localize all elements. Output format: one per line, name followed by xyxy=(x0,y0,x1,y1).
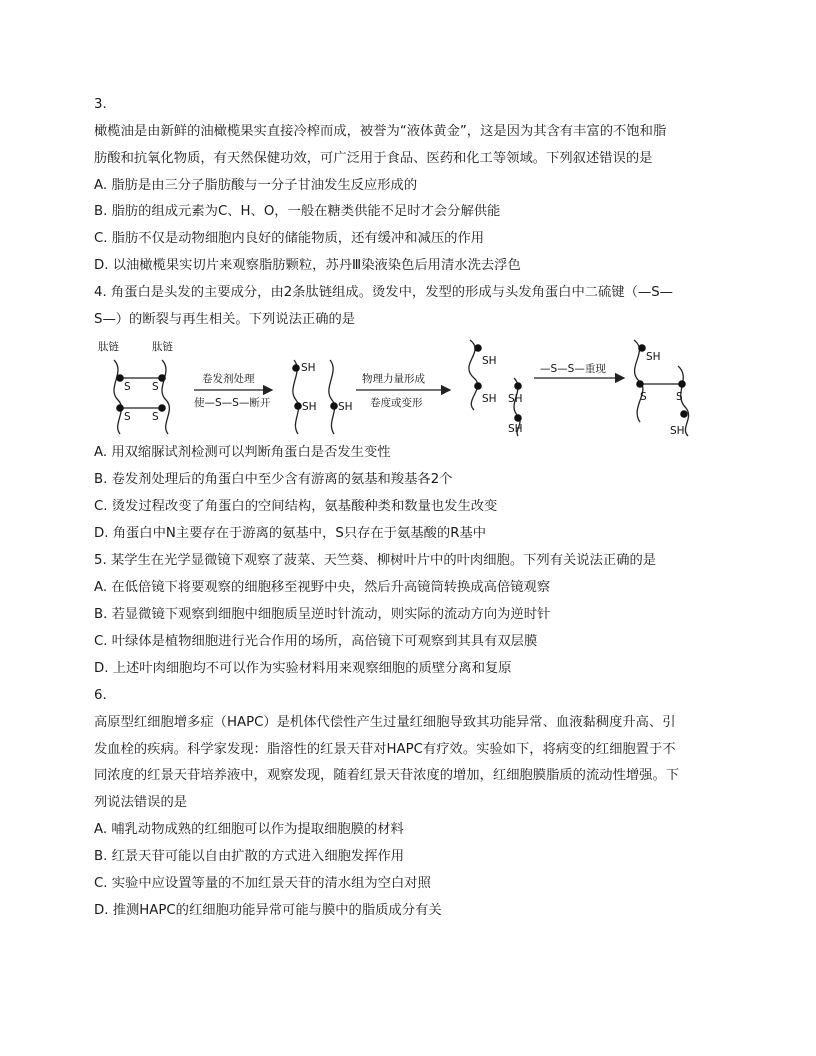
atom-sh-6: SH xyxy=(508,393,523,405)
atom-s-4: S xyxy=(152,411,159,423)
atom-s-6: S xyxy=(676,391,683,403)
q5-stem: 5. 某学生在光学显微镜下观察了菠菜、天竺葵、柳树叶片中的叶肉细胞。下列有关说法正确的是 xyxy=(94,553,657,568)
q4-option-b: B. 卷发剂处理后的角蛋白中至少含有游离的氨基和羧基各2个 xyxy=(94,472,453,487)
atom-sh-8: SH xyxy=(646,351,661,363)
atom-sh-5: SH xyxy=(482,393,497,405)
chain-right-1 xyxy=(162,360,169,434)
q3-number: 3. xyxy=(94,97,107,112)
q6-option-b: B. 红景天苷可能以自由扩散的方式进入细胞发挥作用 xyxy=(94,849,405,864)
q4-option-d: D. 角蛋白中N主要存在于游离的氨基中，S只存在于氨基酸的R基中 xyxy=(94,526,487,541)
q4-option-c: C. 烫发过程改变了角蛋白的空间结构，氨基酸种类和数量也发生改变 xyxy=(94,499,498,514)
chain-left-1 xyxy=(114,360,121,434)
atom-sh-4: SH xyxy=(482,355,497,367)
atom-sh-1: SH xyxy=(301,362,316,374)
q3-stem-line2: 肪酸和抗氧化物质，有天然保健功效，可广泛用于食品、医药和化工等领域。下列叙述错误的是 xyxy=(94,151,653,166)
atom-sh-2: SH xyxy=(302,401,317,413)
atom-sh-7: SH xyxy=(508,423,523,435)
q6-number: 6. xyxy=(94,688,107,703)
q3-option-d: D. 以油橄榄果实切片来观察脂肪颗粒，苏丹Ⅲ染液染色后用清水洗去浮色 xyxy=(94,258,521,273)
atom-s-5: S xyxy=(640,391,647,403)
arrow3-top-label: —S—S—重现 xyxy=(540,363,606,375)
q6-stem-line3: 同浓度的红景天苷培养液中，观察发现，随着红景天苷浓度的增加，红细胞膜脂质的流动性增强。下 xyxy=(94,768,680,783)
q6-option-a: A. 哺乳动物成熟的红细胞可以作为提取细胞膜的材料 xyxy=(94,822,404,837)
q5-option-b: B. 若显微镜下观察到细胞中细胞质呈逆时针流动，则实际的流动方向为逆时针 xyxy=(94,607,551,622)
q5-option-c: C. 叶绿体是植物细胞进行光合作用的场所，高倍镜下可观察到其具有双层膜 xyxy=(94,634,538,649)
q6-stem-line2: 发血栓的疾病。科学家发现：脂溶性的红景天苷对HAPC有疗效。实验如下，将病变的红细胞置于不 xyxy=(94,742,676,757)
q6-option-d: D. 推测HAPC的红细胞功能异常可能与膜中的脂质成分有关 xyxy=(94,903,442,918)
arrow1-bottom-label: 使—S—S—断开 xyxy=(194,397,271,409)
q6-stem-line1: 高原型红细胞增多症（HAPC）是机体代偿性产生过量红细胞导致其功能异常、血液黏稠度升高、引 xyxy=(94,715,676,730)
keratin-diagram xyxy=(94,338,714,438)
atom-s-1: S xyxy=(124,381,131,393)
arrow2-top-label: 物理力量形成 xyxy=(362,373,425,385)
atom-s-2: S xyxy=(152,381,159,393)
q4-option-a: A. 用双缩脲试剂检测可以判断角蛋白是否发生变性 xyxy=(94,445,391,460)
q3-option-b: B. 脂肪的组成元素为C、H、O，一般在糖类供能不足时才会分解供能 xyxy=(94,204,501,219)
q3-option-a: A. 脂肪是由三分子脂肪酸与一分子甘油发生反应形成的 xyxy=(94,178,418,193)
atom-sh-9: SH xyxy=(670,425,685,437)
q6-stem-line4: 列说法错误的是 xyxy=(94,795,188,810)
chain-right-2 xyxy=(329,360,335,434)
label-chain-left: 肽链 xyxy=(98,341,119,353)
arrow1-top-label: 卷发剂处理 xyxy=(202,373,255,385)
arrow2-bottom-label: 卷度或变形 xyxy=(370,397,423,409)
q6-option-c: C. 实验中应设置等量的不加红景天苷的清水组为空白对照 xyxy=(94,876,431,891)
q4-stem-line2: S—）的断裂与再生相关。下列说法正确的是 xyxy=(94,312,356,327)
atom-sh-3: SH xyxy=(338,401,353,413)
q5-option-d: D. 上述叶肉细胞均不可以作为实验材料用来观察细胞的质壁分离和复原 xyxy=(94,661,512,676)
q3-stem-line1: 橄榄油是由新鲜的油橄榄果实直接冷榨而成，被誉为“液体黄金”，这是因为其含有丰富的不饱和脂 xyxy=(94,124,667,139)
q3-option-c: C. 脂肪不仅是动物细胞内良好的储能物质，还有缓冲和减压的作用 xyxy=(94,231,485,246)
atom-s-3: S xyxy=(124,411,131,423)
label-chain-right: 肽链 xyxy=(152,341,173,353)
q4-stem-line1: 4. 角蛋白是头发的主要成分，由2条肽链组成。烫发中，发型的形成与头发角蛋白中二硫键（—S— xyxy=(94,285,673,300)
q5-option-a: A. 在低倍镜下将要观察的细胞移至视野中央，然后升高镜筒转换成高倍镜观察 xyxy=(94,580,551,595)
